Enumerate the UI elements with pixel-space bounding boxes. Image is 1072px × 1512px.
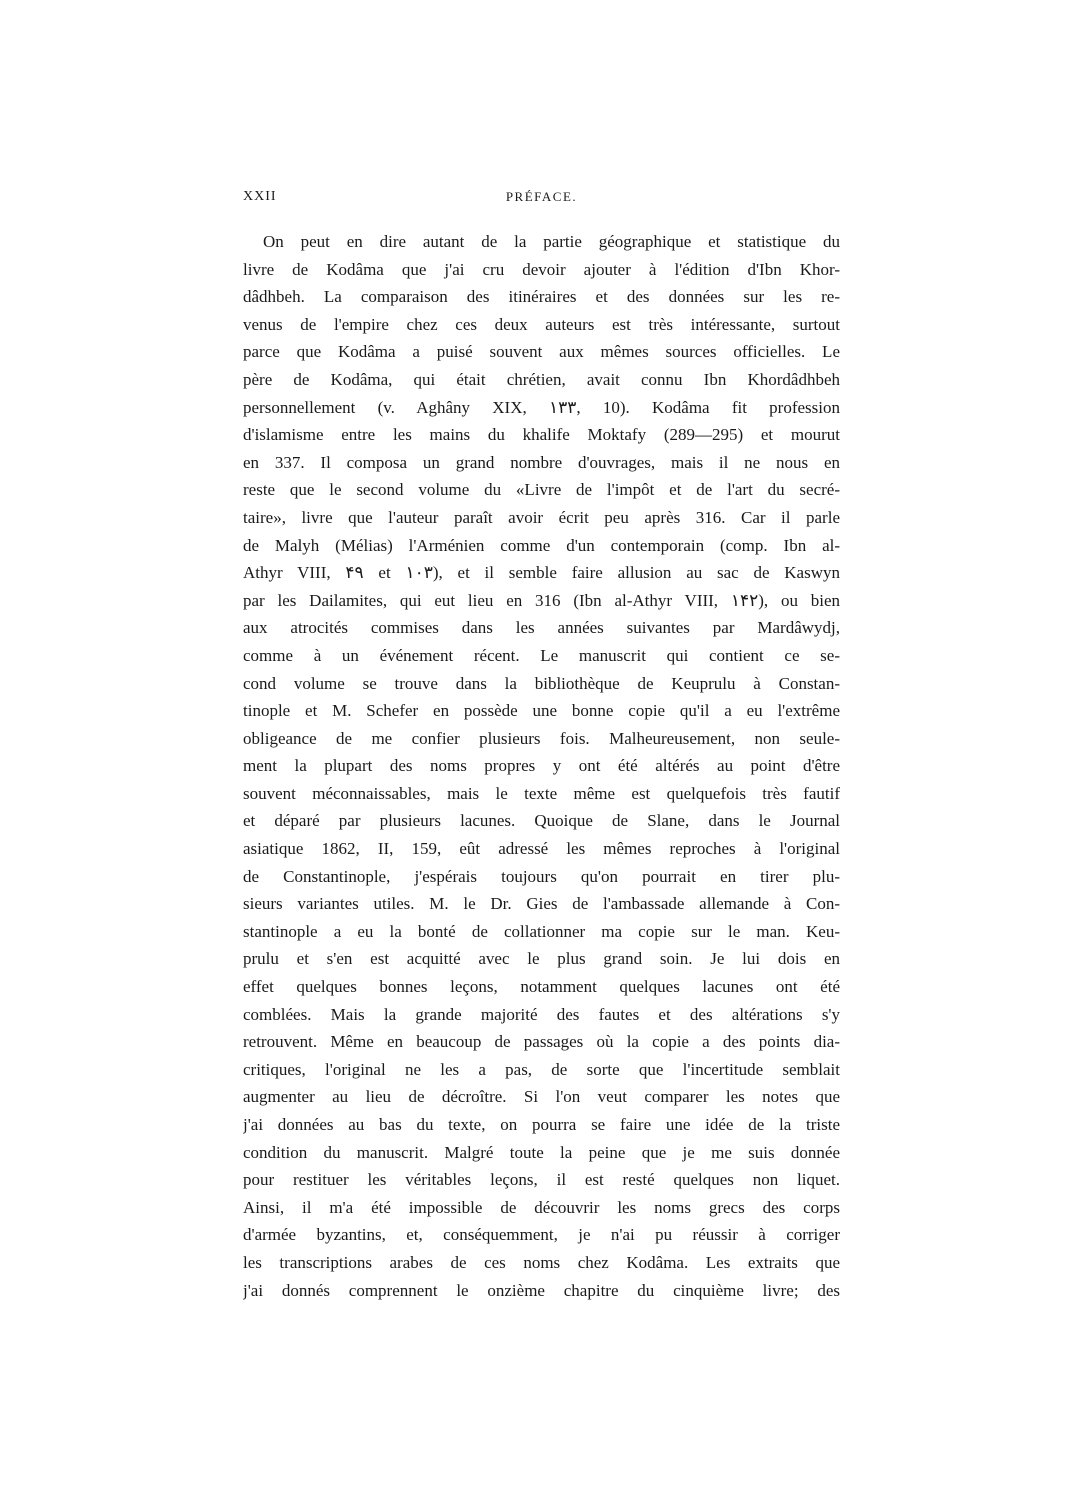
text-line: effet quelques bonnes leçons, notamment quelques lacunes ont été bbox=[243, 977, 840, 997]
text-line: critiques, l'original ne les a pas, de sorte que l'incertitude semblait bbox=[243, 1059, 840, 1079]
text-line: et déparé par plusieurs lacunes. Quoique de Slane, dans le Journal bbox=[243, 811, 840, 831]
text-line: tinople et M. Schefer en possède une bonne copie qu'il a eu l'extrême bbox=[243, 701, 840, 721]
body-paragraph bbox=[243, 228, 840, 1304]
text-line: d'armée byzantins, et, conséquemment, je n'ai pu réussir à corriger bbox=[243, 1225, 840, 1245]
text-line: j'ai donnés comprennent le onzième chapitre du cinquième livre; des bbox=[243, 1280, 840, 1300]
text-line: parce que Kodâma a puisé souvent aux mêmes sources officielles. Le bbox=[243, 342, 840, 362]
text-line: sieurs variantes utiles. M. le Dr. Gies de l'ambassade allemande à Con- bbox=[243, 894, 840, 914]
text-line: retrouvent. Même en beaucoup de passages où la copie a des points dia- bbox=[243, 1032, 840, 1052]
text-line: comme à un événement récent. Le manuscrit qui contient ce se- bbox=[243, 645, 840, 665]
text-line: reste que le second volume du «Livre de l'impôt et de l'art du secré- bbox=[243, 480, 840, 500]
text-line: j'ai données au bas du texte, on pourra se faire une idée de la triste bbox=[243, 1115, 840, 1134]
running-head bbox=[243, 189, 840, 211]
text-line: personnellement (v. Aghâny XIX, ۱۳۳, 10). Kodâma fit profession bbox=[243, 397, 840, 417]
text-line: comblées. Mais la grande majorité des fautes et des altérations s'y bbox=[243, 1004, 840, 1024]
text-line: taire», livre que l'auteur paraît avoir écrit peu après 316. Car il parle bbox=[243, 507, 840, 527]
text-line: Athyr VIII, ۴۹ et ۱۰۳), et il semble faire allusion au sac de Kaswyn bbox=[243, 563, 840, 583]
text-line: par les Dailamites, qui eut lieu en 316 (Ibn al-Athyr VIII, ۱۴۲), ou bien bbox=[243, 590, 840, 610]
running-title: PRÉFACE. bbox=[505, 189, 578, 204]
text-line: condition du manuscrit. Malgré toute la peine que je me suis donnée bbox=[243, 1142, 840, 1162]
text-line: augmenter au lieu de décroître. Si l'on veut comparer les notes que bbox=[243, 1087, 840, 1107]
text-line: stantinople a eu la bonté de collationner ma copie sur le man. Keu- bbox=[243, 921, 840, 941]
text-line: livre de Kodâma que j'ai cru devoir ajouter à l'édition d'Ibn Khor- bbox=[243, 259, 840, 279]
text-line: asiatique 1862, II, 159, eût adressé les mêmes reproches à l'original bbox=[243, 839, 840, 859]
text-line: souvent méconnaissables, mais le texte même est quelquefois très fautif bbox=[243, 783, 840, 803]
text-line: père de Kodâma, qui était chrétien, avait connu Ibn Khordâdhbeh bbox=[243, 369, 840, 389]
text-line: cond volume se trouve dans la bibliothèque de Keuprulu à Constan- bbox=[243, 673, 840, 693]
page-number: XXII bbox=[243, 189, 277, 204]
text-line: Ainsi, il m'a été impossible de découvrir les noms grecs des corps bbox=[243, 1197, 840, 1217]
text-line: aux atrocités commises dans les années suivantes par Mardâwydj, bbox=[243, 618, 840, 638]
text-line: obligeance de me confier plusieurs fois. Malheureusement, non seule- bbox=[243, 728, 840, 748]
text-line: dâdhbeh. La comparaison des itinéraires et des données sur les re- bbox=[243, 287, 840, 307]
text-line: d'islamisme entre les mains du khalife Moktafy (289—295) et mourut bbox=[243, 425, 840, 445]
text-line: On peut en dire autant de la partie géographique et statistique du bbox=[263, 232, 840, 251]
text-line: ment la plupart des noms propres y ont été altérés au point d'être bbox=[243, 756, 840, 776]
text-line: venus de l'empire chez ces deux auteurs est très intéressante, surtout bbox=[243, 314, 840, 334]
text-line: prulu et s'en est acquitté avec le plus grand soin. Je lui dois en bbox=[243, 949, 840, 969]
text-line: de Malyh (Mélias) l'Arménien comme d'un contemporain (comp. Ibn al- bbox=[243, 535, 840, 555]
text-line: les transcriptions arabes de ces noms chez Kodâma. Les extraits que bbox=[243, 1252, 840, 1272]
text-line: de Constantinople, j'espérais toujours qu'on pourrait en tirer plu- bbox=[243, 866, 840, 886]
text-line: en 337. Il composa un grand nombre d'ouvrages, mais il ne nous en bbox=[243, 452, 840, 472]
text-line: pour restituer les véritables leçons, il est resté quelques non liquet. bbox=[243, 1170, 840, 1190]
